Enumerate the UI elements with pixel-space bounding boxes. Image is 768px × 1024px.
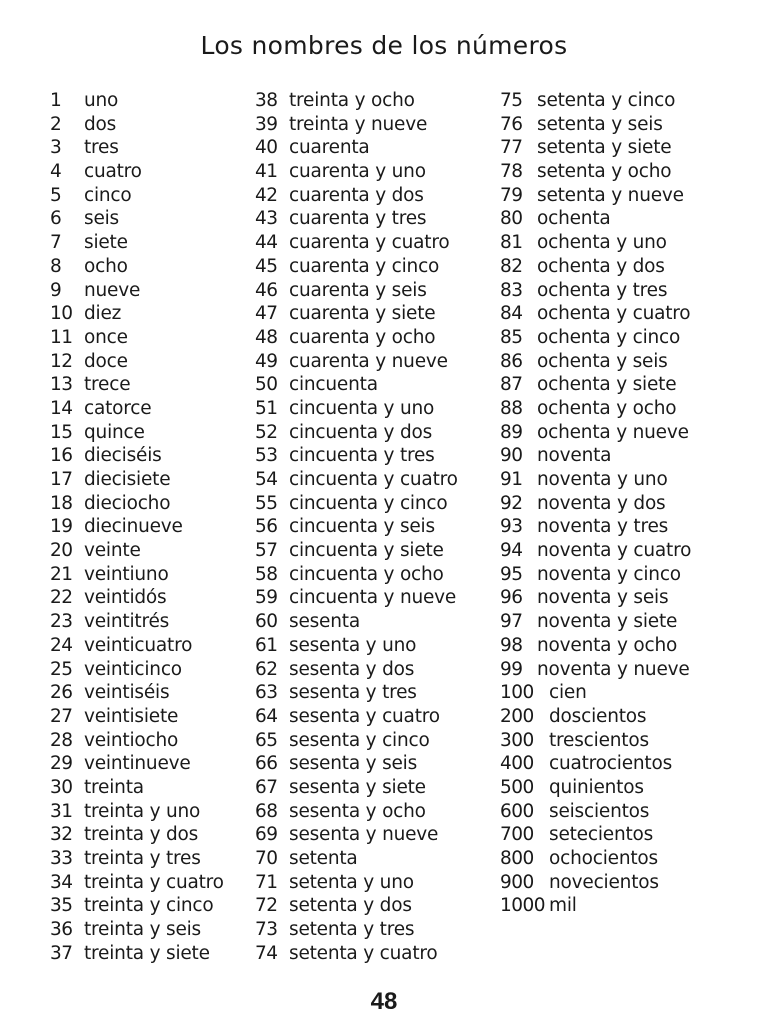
number-word: sesenta (289, 611, 360, 633)
number-entry (255, 776, 505, 800)
number-digit: 16 (50, 445, 73, 467)
number-digit: 79 (500, 184, 523, 206)
number-digit: 64 (255, 705, 278, 727)
number-entry (500, 729, 750, 753)
number-word: cien (549, 682, 587, 704)
number-word: quinientos (549, 776, 644, 798)
number-digit: 500 (500, 776, 534, 798)
number-digit: 86 (500, 350, 523, 372)
number-entry (255, 586, 505, 610)
number-word: treinta y siete (84, 942, 210, 964)
number-word: setenta y nueve (537, 184, 684, 206)
number-digit: 88 (500, 397, 523, 419)
number-entry (500, 610, 750, 634)
number-entry (255, 871, 505, 895)
number-entry (500, 279, 750, 303)
number-word: setenta y seis (537, 113, 663, 135)
number-word: cuarenta y cuatro (289, 232, 450, 254)
number-digit: 60 (255, 611, 278, 633)
number-word: catorce (84, 397, 152, 419)
number-word: quince (84, 421, 145, 443)
number-digit: 20 (50, 540, 73, 562)
number-word: treinta y ocho (289, 90, 415, 111)
number-word: cuarenta y ocho (289, 326, 436, 348)
number-digit: 200 (500, 705, 534, 727)
number-digit: 13 (50, 374, 73, 396)
number-word: ochenta y tres (537, 279, 668, 301)
number-digit: 700 (500, 824, 534, 846)
number-digit: 89 (500, 421, 523, 443)
number-digit: 90 (500, 445, 523, 467)
number-word: mil (549, 895, 577, 917)
number-digit: 58 (255, 563, 278, 585)
number-entry (255, 468, 505, 492)
number-word: noventa y ocho (537, 634, 678, 656)
number-word: sesenta y seis (289, 753, 418, 775)
number-digit: 41 (255, 161, 278, 183)
number-digit: 14 (50, 397, 73, 419)
number-entry (255, 515, 505, 539)
number-digit: 40 (255, 137, 278, 159)
number-word: cincuenta y siete (289, 540, 444, 562)
number-digit: 3 (50, 137, 62, 159)
number-word: cuarenta y uno (289, 161, 426, 183)
number-word: tres (84, 137, 119, 159)
number-digit: 53 (255, 445, 278, 467)
number-entry (255, 113, 505, 137)
number-word: dos (84, 113, 117, 135)
number-word: treinta y dos (84, 824, 199, 846)
number-entry (500, 847, 750, 871)
number-word: doce (84, 350, 128, 372)
number-entry (500, 894, 750, 918)
number-word: cuatro (84, 161, 142, 183)
number-entry (500, 444, 750, 468)
number-entry (255, 800, 505, 824)
number-digit: 27 (50, 705, 73, 727)
number-word: veintiséis (84, 682, 170, 704)
number-word: once (84, 326, 128, 348)
number-digit: 46 (255, 279, 278, 301)
number-digit: 44 (255, 232, 278, 254)
number-entry (255, 894, 505, 918)
number-entry (255, 421, 505, 445)
number-digit: 45 (255, 255, 278, 277)
number-digit: 10 (50, 303, 73, 325)
number-entry (255, 279, 505, 303)
number-entry (500, 89, 750, 113)
number-entry (255, 705, 505, 729)
number-word: ochenta y cuatro (537, 303, 691, 325)
number-word: setecientos (549, 824, 654, 846)
number-word: cincuenta y ocho (289, 563, 444, 585)
number-digit: 32 (50, 824, 73, 846)
number-word: dieciséis (84, 445, 162, 467)
number-digit: 69 (255, 824, 278, 846)
number-word: veintiuno (84, 563, 169, 585)
number-entry (500, 302, 750, 326)
number-digit: 80 (500, 208, 523, 230)
number-digit: 36 (50, 919, 73, 941)
number-word: setenta y uno (289, 871, 414, 893)
number-word: veintinueve (84, 753, 191, 775)
number-entry (255, 658, 505, 682)
number-entry (500, 207, 750, 231)
number-digit: 83 (500, 279, 523, 301)
number-entry (500, 160, 750, 184)
number-word: ochenta y cinco (537, 326, 681, 348)
number-entry (255, 492, 505, 516)
number-digit: 23 (50, 611, 73, 633)
number-word: cuarenta y tres (289, 208, 427, 230)
number-digit: 43 (255, 208, 278, 230)
number-digit: 51 (255, 397, 278, 419)
number-word: sesenta y uno (289, 634, 417, 656)
number-digit: 65 (255, 729, 278, 751)
number-digit: 2 (50, 113, 62, 135)
number-word: seiscientos (549, 800, 650, 822)
number-digit: 61 (255, 634, 278, 656)
number-digit: 91 (500, 469, 523, 490)
number-digit: 57 (255, 540, 278, 562)
number-word: nueve (84, 279, 141, 301)
number-digit: 12 (50, 350, 73, 372)
number-digit: 37 (50, 942, 73, 964)
number-entry (255, 397, 505, 421)
number-entry (500, 658, 750, 682)
number-digit: 25 (50, 658, 73, 680)
number-digit: 38 (255, 90, 278, 111)
number-digit: 47 (255, 303, 278, 325)
number-word: ochenta y nueve (537, 421, 689, 443)
number-entry (255, 326, 505, 350)
number-word: noventa y cuatro (537, 540, 692, 562)
number-digit: 81 (500, 232, 523, 254)
number-entry (255, 847, 505, 871)
number-entry (255, 539, 505, 563)
number-digit: 18 (50, 492, 73, 514)
number-digit: 78 (500, 161, 523, 183)
number-digit: 11 (50, 326, 73, 348)
number-digit: 600 (500, 800, 534, 822)
number-digit: 48 (255, 326, 278, 348)
number-entry (255, 184, 505, 208)
number-entry (255, 729, 505, 753)
number-word: treinta (84, 776, 144, 798)
number-digit: 400 (500, 753, 534, 775)
number-digit: 76 (500, 113, 523, 135)
number-word: dieciocho (84, 492, 171, 514)
number-digit: 33 (50, 848, 73, 869)
number-word: treinta y nueve (289, 113, 428, 135)
number-word: setenta y cinco (537, 90, 676, 111)
number-digit: 71 (255, 871, 278, 893)
number-word: sesenta y nueve (289, 824, 439, 846)
number-digit: 66 (255, 753, 278, 775)
number-word: setenta y tres (289, 919, 415, 941)
number-word: noventa y uno (537, 469, 668, 490)
number-word: veinticinco (84, 658, 182, 680)
number-word: noventa y tres (537, 516, 669, 538)
number-entry (500, 255, 750, 279)
number-digit: 82 (500, 255, 523, 277)
number-entry (500, 681, 750, 705)
number-digit: 74 (255, 942, 278, 964)
number-digit: 99 (500, 658, 523, 680)
number-entry (255, 302, 505, 326)
number-entry (255, 136, 505, 160)
number-digit: 1000 (500, 895, 546, 917)
number-word: uno (84, 90, 119, 111)
page-title: Los nombres de los números (200, 31, 568, 60)
number-column-3 (500, 89, 750, 918)
number-digit: 7 (50, 232, 62, 254)
number-word: ochenta y seis (537, 350, 668, 372)
number-entry (255, 634, 505, 658)
number-entry (255, 563, 505, 587)
number-entry (500, 634, 750, 658)
number-entry (255, 255, 505, 279)
number-word: noventa y siete (537, 611, 678, 633)
number-word: trece (84, 374, 131, 396)
number-digit: 77 (500, 137, 523, 159)
number-entry (500, 184, 750, 208)
number-word: noventa (537, 445, 612, 467)
number-digit: 96 (500, 587, 523, 609)
number-word: sesenta y cuatro (289, 705, 440, 727)
number-word: ochenta y ocho (537, 397, 677, 419)
number-digit: 94 (500, 540, 523, 562)
number-word: doscientos (549, 705, 647, 727)
number-digit: 67 (255, 776, 278, 798)
number-word: cuarenta y nueve (289, 350, 448, 372)
number-digit: 100 (500, 682, 534, 704)
number-entry (255, 207, 505, 231)
number-entry (500, 800, 750, 824)
number-word: diecisiete (84, 469, 171, 490)
number-digit: 55 (255, 492, 278, 514)
number-digit: 92 (500, 492, 523, 514)
number-digit: 39 (255, 113, 278, 135)
number-word: novecientos (549, 871, 659, 893)
number-word: cinco (84, 184, 132, 206)
number-digit: 900 (500, 871, 534, 893)
number-digit: 21 (50, 563, 73, 585)
number-digit: 72 (255, 895, 278, 917)
number-entry (500, 705, 750, 729)
number-word: cincuenta y cinco (289, 492, 448, 514)
number-digit: 68 (255, 800, 278, 822)
number-entry (255, 681, 505, 705)
number-entry (255, 373, 505, 397)
number-word: ochenta y dos (537, 255, 665, 277)
number-entry (500, 350, 750, 374)
page-number: 48 (370, 988, 398, 1015)
number-digit: 6 (50, 208, 62, 230)
number-digit: 84 (500, 303, 523, 325)
number-word: cuarenta y dos (289, 184, 424, 206)
number-digit: 30 (50, 776, 73, 798)
number-digit: 87 (500, 374, 523, 396)
number-word: cincuenta (289, 374, 378, 396)
number-digit: 52 (255, 421, 278, 443)
number-word: cincuenta y tres (289, 445, 435, 467)
number-digit: 5 (50, 184, 62, 206)
number-entry (500, 136, 750, 160)
number-word: cincuenta y cuatro (289, 469, 458, 490)
number-entry (255, 823, 505, 847)
number-word: sesenta y dos (289, 658, 415, 680)
number-entry (500, 231, 750, 255)
number-word: setenta y cuatro (289, 942, 438, 964)
number-word: noventa y nueve (537, 658, 690, 680)
number-digit: 95 (500, 563, 523, 585)
number-digit: 29 (50, 753, 73, 775)
number-word: setenta y dos (289, 895, 412, 917)
number-digit: 63 (255, 682, 278, 704)
number-word: cuarenta y siete (289, 303, 436, 325)
number-digit: 300 (500, 729, 534, 751)
number-entry (500, 871, 750, 895)
number-word: treinta y cuatro (84, 871, 224, 893)
number-word: sesenta y cinco (289, 729, 430, 751)
number-word: cuarenta y seis (289, 279, 427, 301)
number-entry (255, 350, 505, 374)
number-word: veintidós (84, 587, 167, 609)
number-word: sesenta y tres (289, 682, 417, 704)
number-digit: 59 (255, 587, 278, 609)
number-digit: 9 (50, 279, 62, 301)
number-word: diez (84, 303, 122, 325)
number-word: noventa y seis (537, 587, 669, 609)
number-word: treinta y uno (84, 800, 201, 822)
number-entry (255, 231, 505, 255)
number-entry (500, 539, 750, 563)
number-word: seis (84, 208, 119, 230)
number-word: ochenta (537, 208, 611, 230)
number-column-2 (255, 89, 505, 965)
number-word: setenta (289, 848, 358, 869)
number-word: treinta y cinco (84, 895, 214, 917)
number-digit: 4 (50, 161, 62, 183)
number-entry (500, 515, 750, 539)
number-word: noventa y dos (537, 492, 666, 514)
number-word: trescientos (549, 729, 649, 751)
number-word: sesenta y siete (289, 776, 426, 798)
number-digit: 800 (500, 848, 534, 869)
number-word: cuatrocientos (549, 753, 673, 775)
number-word: cuarenta y cinco (289, 255, 440, 277)
number-digit: 56 (255, 516, 278, 538)
number-word: treinta y tres (84, 848, 201, 869)
number-entry (500, 823, 750, 847)
number-entry (255, 610, 505, 634)
number-entry (500, 586, 750, 610)
number-word: veintisiete (84, 705, 179, 727)
number-word: ochenta y siete (537, 374, 677, 396)
number-digit: 97 (500, 611, 523, 633)
number-digit: 35 (50, 895, 73, 917)
number-word: noventa y cinco (537, 563, 681, 585)
number-word: veintitrés (84, 611, 170, 633)
number-digit: 98 (500, 634, 523, 656)
number-digit: 93 (500, 516, 523, 538)
number-entry (500, 421, 750, 445)
number-word: setenta y ocho (537, 161, 672, 183)
number-word: veintiocho (84, 729, 179, 751)
number-word: cincuenta y nueve (289, 587, 457, 609)
number-digit: 17 (50, 469, 73, 490)
number-digit: 28 (50, 729, 73, 751)
number-entry (255, 160, 505, 184)
number-digit: 34 (50, 871, 73, 893)
number-digit: 26 (50, 682, 73, 704)
number-digit: 31 (50, 800, 73, 822)
number-entry (500, 373, 750, 397)
number-word: ochenta y uno (537, 232, 667, 254)
number-entry (255, 942, 505, 966)
number-entry (500, 776, 750, 800)
number-digit: 15 (50, 421, 73, 443)
number-word: sesenta y ocho (289, 800, 426, 822)
number-digit: 54 (255, 469, 278, 490)
number-word: cincuenta y uno (289, 397, 435, 419)
number-digit: 8 (50, 255, 62, 277)
number-word: veinte (84, 540, 141, 562)
number-word: siete (84, 232, 128, 254)
number-digit: 24 (50, 634, 73, 656)
number-entry (500, 563, 750, 587)
number-digit: 50 (255, 374, 278, 396)
number-digit: 19 (50, 516, 73, 538)
number-digit: 75 (500, 90, 523, 111)
number-digit: 1 (50, 90, 62, 111)
number-digit: 22 (50, 587, 73, 609)
number-entry (500, 492, 750, 516)
number-entry (500, 468, 750, 492)
number-word: diecinueve (84, 516, 183, 538)
number-entry (255, 918, 505, 942)
number-word: cincuenta y dos (289, 421, 433, 443)
number-digit: 42 (255, 184, 278, 206)
number-word: treinta y seis (84, 919, 201, 941)
number-digit: 85 (500, 326, 523, 348)
number-word: veinticuatro (84, 634, 193, 656)
number-entry (500, 326, 750, 350)
number-digit: 62 (255, 658, 278, 680)
number-digit: 70 (255, 848, 278, 869)
number-entry (500, 113, 750, 137)
number-entry (255, 752, 505, 776)
number-entry (500, 752, 750, 776)
number-word: ochocientos (549, 848, 658, 869)
number-word: ocho (84, 255, 128, 277)
number-word: cuarenta (289, 137, 370, 159)
number-entry (500, 397, 750, 421)
number-entry (255, 444, 505, 468)
number-entry (255, 89, 505, 113)
number-digit: 49 (255, 350, 278, 372)
number-word: setenta y siete (537, 137, 672, 159)
number-word: cincuenta y seis (289, 516, 435, 538)
number-digit: 73 (255, 919, 278, 941)
